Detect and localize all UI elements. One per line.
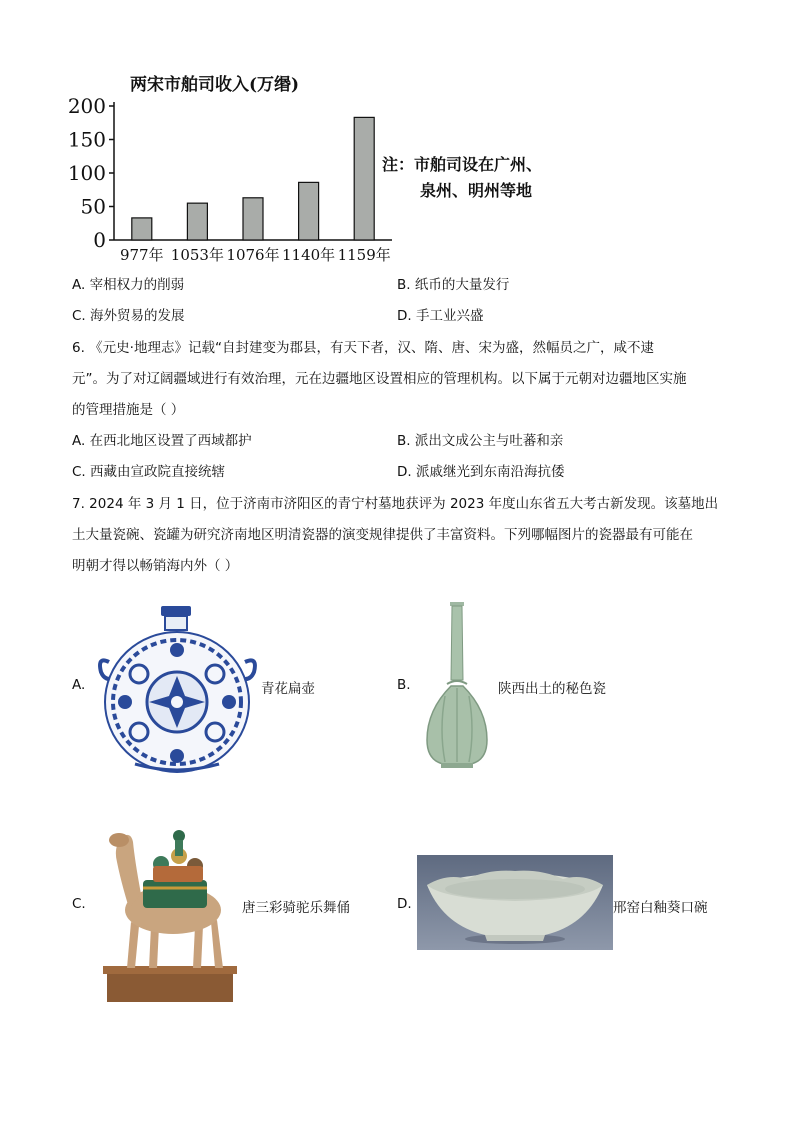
x-tick-label: 1140年 — [282, 246, 336, 264]
q7-option-b-letter: B. — [397, 677, 411, 693]
x-tick-label: 1053年 — [170, 246, 224, 264]
q5-option-d: D. 手工业兴盛 — [397, 308, 484, 324]
q5-option-b: B. 纸币的大量发行 — [397, 277, 510, 293]
q7-option-d-letter: D. — [397, 896, 412, 912]
bar-0 — [132, 218, 152, 240]
q6-stem-line3: 的管理措施是（ ） — [72, 402, 185, 418]
y-tick-label: 0 — [93, 228, 106, 252]
q7-option-c-letter: C. — [72, 896, 86, 912]
q6-option-c: C. 西藏由宣政院直接统辖 — [72, 464, 226, 480]
x-tick-label: 1159年 — [337, 246, 391, 264]
bar-4 — [354, 117, 374, 240]
q7-stem-line2: 土大量瓷碗、瓷罐为研究济南地区明清瓷器的演变规律提供了丰富资料。下列哪幅图片的瓷器最有可能在 — [72, 527, 693, 543]
q7-option-a-letter: A. — [72, 677, 86, 693]
q5-option-a: A. 宰相权力的削弱 — [72, 277, 185, 293]
q6-stem-line2: 元”。为了对辽阔疆域进行有效治理，元在边疆地区设置相应的管理机构。以下属于元朝对边疆地区实施 — [72, 371, 687, 387]
q7-option-d-label: 邢窑白釉葵口碗 — [613, 900, 708, 916]
q7-option-a-label: 青花扁壶 — [261, 681, 315, 697]
x-tick-label: 977年 — [119, 246, 164, 264]
bar-3 — [299, 182, 319, 240]
q7-option-b-label: 陕西出土的秘色瓷 — [498, 681, 606, 697]
chart-note-line1: 注：市舶司设在广州、 — [382, 155, 543, 174]
chart-note-line2: 泉州、明州等地 — [420, 181, 533, 200]
q7-stem-line3: 明朝才得以畅销海内外（ ） — [72, 558, 239, 574]
bar-1 — [187, 203, 207, 240]
y-tick-label: 150 — [67, 127, 106, 152]
q7-option-c-label: 唐三彩骑驼乐舞俑 — [242, 900, 350, 916]
q6-option-a: A. 在西北地区设置了西域都护 — [72, 433, 252, 449]
q6-option-d: D. 派戚继光到东南沿海抗倭 — [397, 464, 565, 480]
blue-white-flask-image — [95, 604, 260, 776]
q5-option-c: C. 海外贸易的发展 — [72, 308, 185, 324]
celadon-vase-image — [417, 600, 497, 770]
chart-title: 两宋市舶司收入(万缗) — [130, 75, 300, 95]
white-bowl-image — [417, 855, 613, 950]
chart-svg — [67, 68, 410, 268]
y-tick-label: 100 — [67, 161, 106, 185]
q7-stem-line1: 7. 2024 年 3 月 1 日，位于济南市济阳区的青宁村墓地获评为 2023 年度山东省五大考古新发现。该墓地出 — [72, 496, 719, 512]
chart-note — [382, 152, 542, 204]
sancai-camel-image — [103, 822, 238, 1007]
bar-2 — [243, 198, 263, 240]
revenue-chart — [67, 68, 590, 268]
x-tick-label: 1076年 — [226, 246, 280, 264]
q6-option-b: B. 派出文成公主与吐蕃和亲 — [397, 433, 564, 449]
q6-stem-line1: 6. 《元史·地理志》记载“自封建变为郡县，有天下者，汉、隋、唐、宋为盛，然幅员之广，咸不逮 — [72, 340, 654, 356]
y-tick-label: 50 — [80, 194, 106, 219]
y-tick-label: 200 — [67, 94, 106, 118]
